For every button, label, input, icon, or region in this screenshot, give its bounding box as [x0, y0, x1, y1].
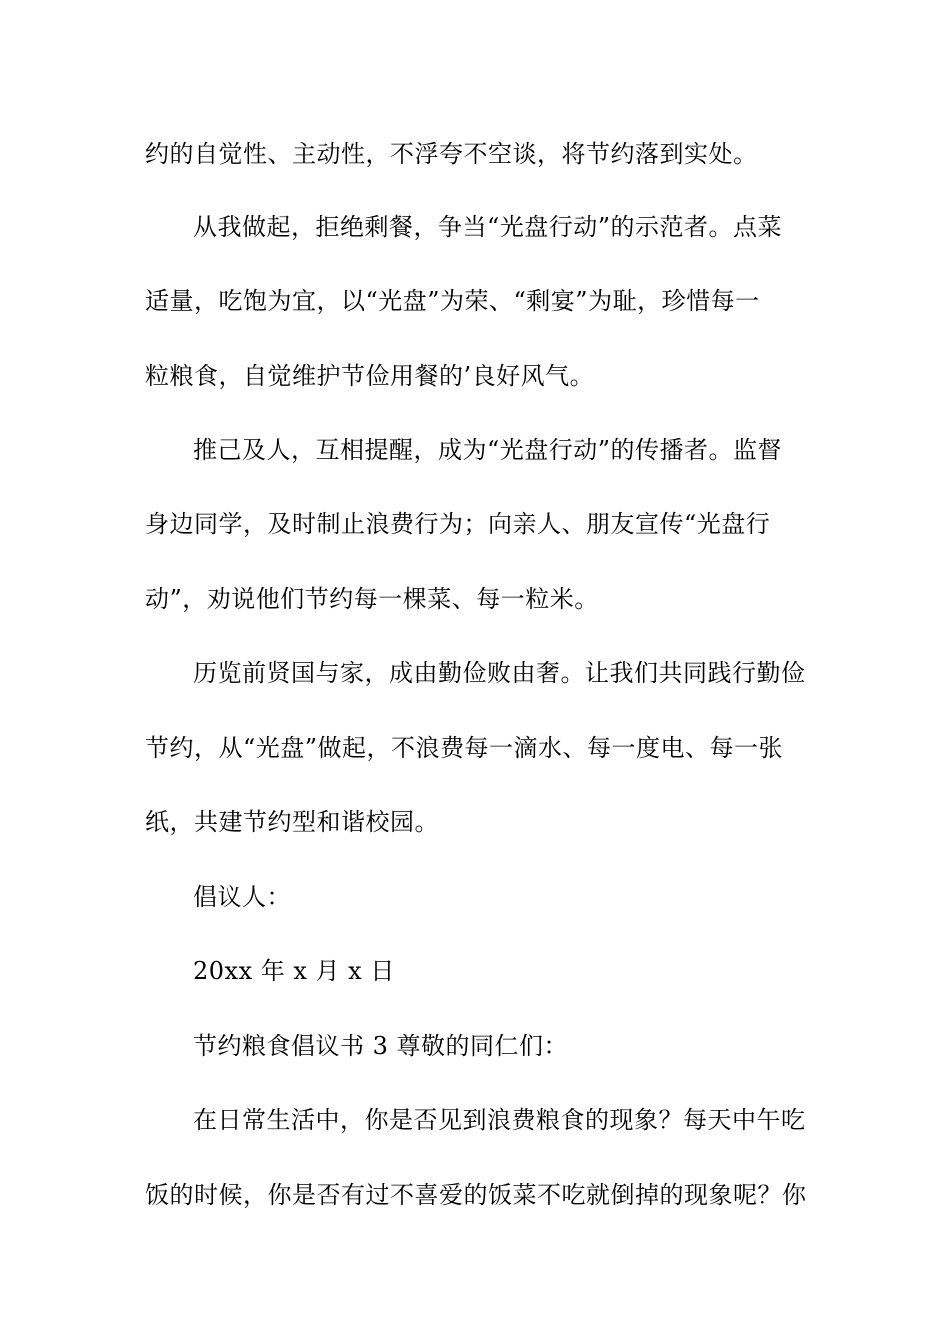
text-line-6: 身边同学，及时制止浪费行为；向亲人、朋友宣传“光盘行 [145, 510, 771, 538]
text-line-5: 推己及人，互相提醒，成为“光盘行动”的传播者。监督 [193, 436, 783, 464]
text-line-13: 节约粮食倡议书 3 尊敬的同仁们： [193, 1032, 569, 1060]
text-line-10: 纸，共建节约型和谐校园。 [145, 808, 439, 836]
text-line-15: 饭的时候，你是否有过不喜爱的饭菜不吃就倒掉的现象呢？你 [145, 1181, 807, 1209]
text-line-9: 节约，从“光盘”做起，不浪费每一滴水、每一度电、每一张 [145, 734, 784, 762]
text-line-12: 20xx 年 x 月 x 日 [193, 957, 395, 985]
text-line-1: 约的自觉性、主动性，不浮夸不空谈，将节约落到实处。 [145, 140, 758, 168]
text-line-11: 倡议人： [193, 883, 291, 911]
text-line-8: 历览前贤国与家，成由勤俭败由奢。让我们共同践行勤俭 [193, 659, 806, 687]
text-line-2: 从我做起，拒绝剩餐，争当“光盘行动”的示范者。点菜 [193, 213, 783, 241]
text-line-4: 粒粮食，自觉维护节俭用餐的’良好风气。 [145, 362, 595, 390]
text-line-14: 在日常生活中，你是否见到浪费粮食的现象？每天中午吃 [193, 1106, 806, 1134]
text-line-7: 动”，劝说他们节约每一棵菜、每一粒米。 [145, 585, 599, 613]
text-line-3: 适量，吃饱为宜，以“光盘”为荣、“剩宴”为耻，珍惜每一 [145, 287, 760, 315]
